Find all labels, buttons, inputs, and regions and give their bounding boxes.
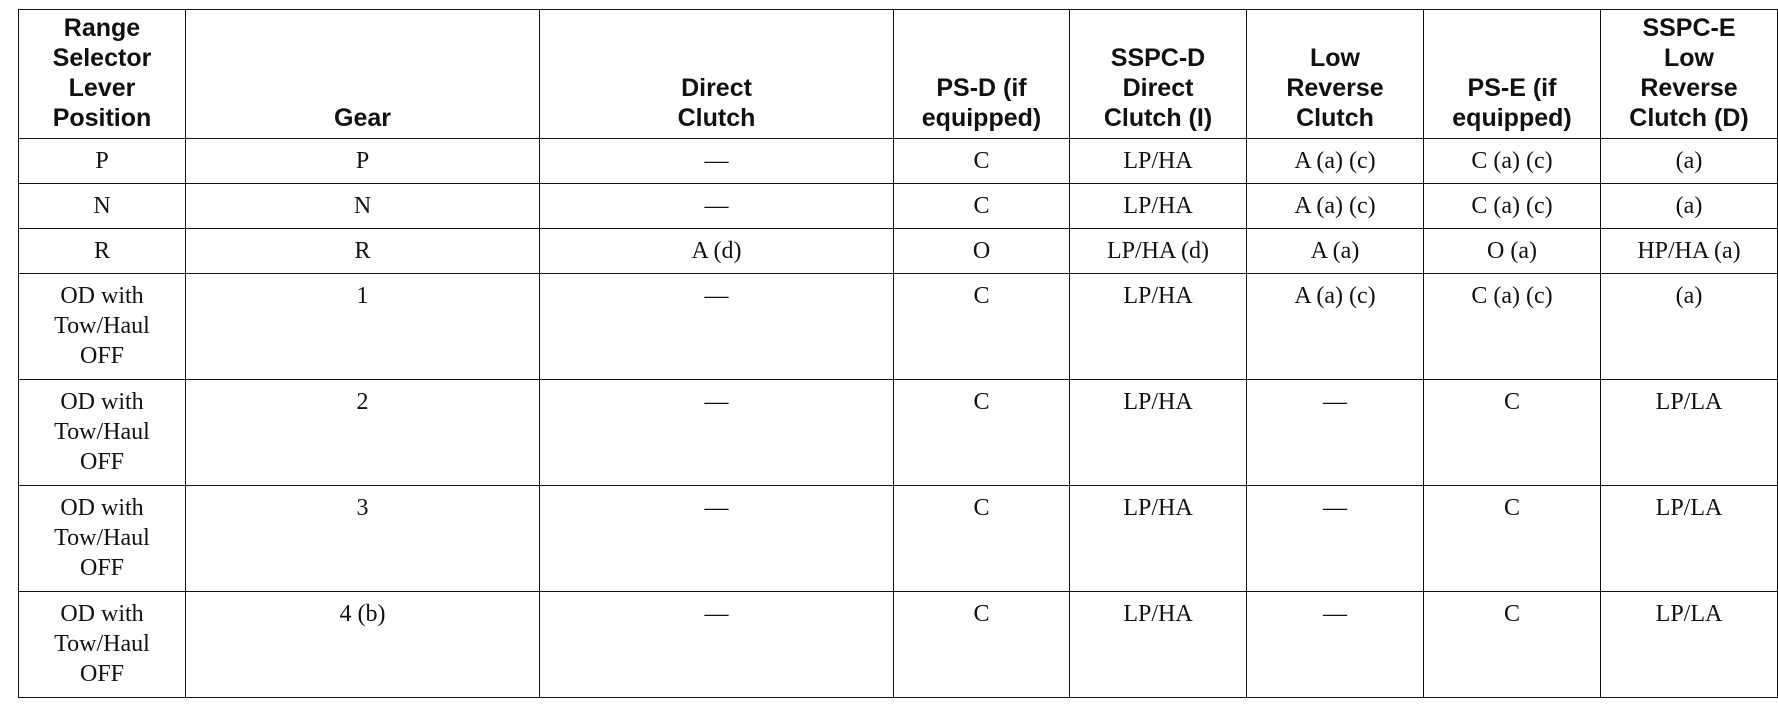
header-cell: PS-D (if equipped) [894,10,1070,139]
table-cell: OD with Tow/Haul OFF [19,380,186,486]
header-cell: Gear [186,10,540,139]
table-cell: OD with Tow/Haul OFF [19,274,186,380]
table-cell: (a) [1601,184,1778,229]
table-row [19,184,1778,229]
table-cell: LP/HA [1070,184,1247,229]
clutch-application-table [18,9,1778,698]
table-cell: C [894,592,1070,698]
table-cell: A (a) (c) [1247,274,1424,380]
table-cell: — [540,486,894,592]
header-row [19,10,1778,139]
table-cell: 4 (b) [186,592,540,698]
table-cell: HP/HA (a) [1601,229,1778,274]
table-cell: 1 [186,274,540,380]
header-cell: SSPC-D Direct Clutch (I) [1070,10,1247,139]
table-row [19,274,1778,380]
table-cell: C [1424,486,1601,592]
table-cell: O (a) [1424,229,1601,274]
table-row [19,139,1778,184]
table-cell: P [186,139,540,184]
table-cell: C [1424,592,1601,698]
table-cell: LP/LA [1601,380,1778,486]
table-cell: LP/HA [1070,592,1247,698]
table-cell: — [540,184,894,229]
table-cell: R [19,229,186,274]
table-cell: (a) [1601,274,1778,380]
header-cell: SSPC-E Low Reverse Clutch (D) [1601,10,1778,139]
table-cell: C [894,139,1070,184]
table-cell: OD with Tow/Haul OFF [19,592,186,698]
table-cell: O [894,229,1070,274]
table-cell: C [894,274,1070,380]
table-cell: LP/HA [1070,274,1247,380]
table-cell: 2 [186,380,540,486]
table-cell: P [19,139,186,184]
header-cell: Low Reverse Clutch [1247,10,1424,139]
table-cell: — [540,274,894,380]
table-cell: A (a) [1247,229,1424,274]
table-row [19,229,1778,274]
table-cell: C (a) (c) [1424,139,1601,184]
table-cell: R [186,229,540,274]
table-cell: — [540,380,894,486]
table-cell: — [1247,592,1424,698]
table-cell: C (a) (c) [1424,184,1601,229]
table-cell: LP/HA [1070,486,1247,592]
table-cell: — [1247,380,1424,486]
table-cell: A (a) (c) [1247,139,1424,184]
table-cell: A (a) (c) [1247,184,1424,229]
table-cell: OD with Tow/Haul OFF [19,486,186,592]
table-cell: N [186,184,540,229]
table-cell: LP/HA [1070,380,1247,486]
table-cell: LP/HA [1070,139,1247,184]
table-cell: LP/HA (d) [1070,229,1247,274]
table-cell: (a) [1601,139,1778,184]
table-cell: LP/LA [1601,486,1778,592]
table-cell: C [894,184,1070,229]
table-cell: C [894,486,1070,592]
table-cell: C [1424,380,1601,486]
table-row [19,380,1778,486]
table-cell: — [1247,486,1424,592]
table-cell: C [894,380,1070,486]
table-row [19,486,1778,592]
header-cell: PS-E (if equipped) [1424,10,1601,139]
table-cell: N [19,184,186,229]
table-cell: LP/LA [1601,592,1778,698]
table-cell: — [540,139,894,184]
table-cell: A (d) [540,229,894,274]
header-cell: Range Selector Lever Position [19,10,186,139]
header-cell: Direct Clutch [540,10,894,139]
table-cell: — [540,592,894,698]
table-row [19,592,1778,698]
table-cell: C (a) (c) [1424,274,1601,380]
table-cell: 3 [186,486,540,592]
